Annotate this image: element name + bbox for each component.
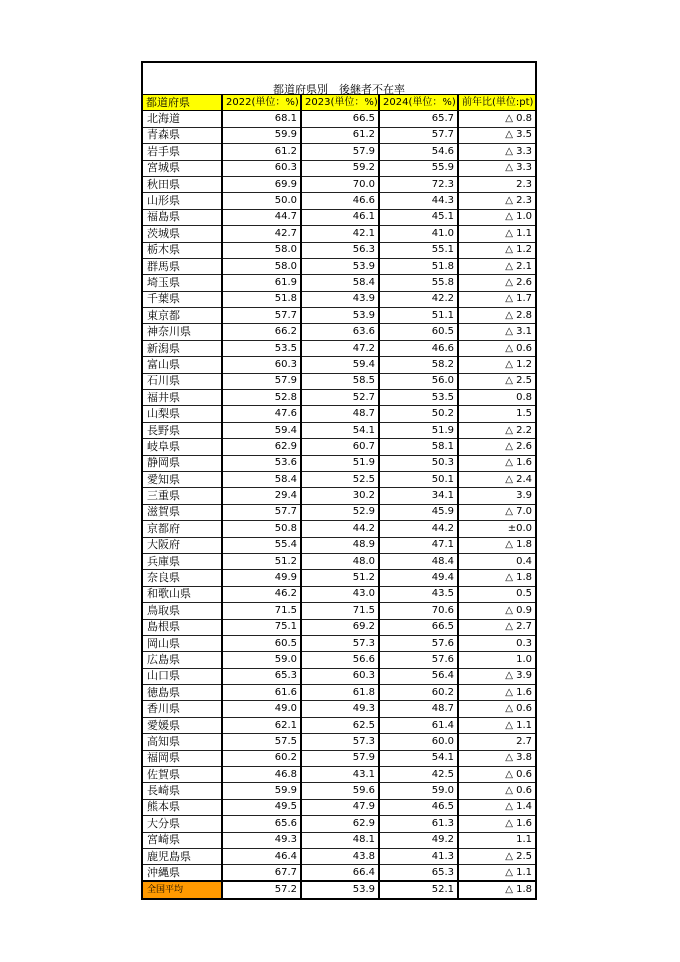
cell-rate-2023: 47.9 <box>301 799 379 815</box>
cell-prefecture: 鹿児島県 <box>143 848 222 864</box>
cell-rate-2023: 60.3 <box>301 668 379 684</box>
table-row <box>143 275 535 291</box>
cell-yoy-change: △ 1.6 <box>458 455 535 471</box>
cell-rate-2022: 60.5 <box>222 635 301 651</box>
cell-rate-2022: 59.4 <box>222 422 301 438</box>
table-row <box>143 865 535 881</box>
cell-prefecture: 沖縄県 <box>143 865 222 881</box>
cell-rate-2023: 59.6 <box>301 783 379 799</box>
cell-prefecture: 茨城県 <box>143 226 222 242</box>
cell-rate-2022: 60.2 <box>222 750 301 766</box>
cell-prefecture: 大阪府 <box>143 537 222 553</box>
cell-rate-2024: 60.0 <box>379 734 458 750</box>
cell-rate-2024: 43.5 <box>379 586 458 602</box>
cell-prefecture: 山形県 <box>143 193 222 209</box>
cell-yoy-change: △ 7.0 <box>458 504 535 520</box>
cell-prefecture: 福島県 <box>143 209 222 225</box>
cell-yoy-change: △ 3.1 <box>458 324 535 340</box>
table-row <box>143 242 535 258</box>
cell-rate-2023: 48.1 <box>301 832 379 848</box>
cell-rate-2024: 45.9 <box>379 504 458 520</box>
cell-rate-2023: 58.4 <box>301 275 379 291</box>
cell-rate-2024: 57.6 <box>379 635 458 651</box>
cell-rate-2024: 50.2 <box>379 406 458 422</box>
cell-rate-2024: 44.3 <box>379 193 458 209</box>
cell-yoy-change: △ 2.5 <box>458 848 535 864</box>
table-row <box>143 750 535 766</box>
cell-rate-2022: 58.0 <box>222 258 301 274</box>
cell-rate-2023: 57.3 <box>301 734 379 750</box>
cell-prefecture: 宮崎県 <box>143 832 222 848</box>
cell-rate-2022: 60.3 <box>222 160 301 176</box>
cell-prefecture: 佐賀県 <box>143 767 222 783</box>
cell-yoy-change: △ 2.2 <box>458 422 535 438</box>
table-row <box>143 406 535 422</box>
cell-rate-2023: 52.9 <box>301 504 379 520</box>
cell-yoy-change: △ 0.6 <box>458 340 535 356</box>
cell-rate-2024: 57.7 <box>379 127 458 143</box>
cell-rate-2022: 47.6 <box>222 406 301 422</box>
cell-rate-2023: 47.2 <box>301 340 379 356</box>
cell-rate-2022: 65.3 <box>222 668 301 684</box>
cell-rate-2024: 58.1 <box>379 439 458 455</box>
cell-yoy-change: 3.9 <box>458 488 535 504</box>
cell-yoy-change: △ 1.7 <box>458 291 535 307</box>
cell-yoy-change: △ 2.4 <box>458 471 535 487</box>
cell-rate-2022: 61.2 <box>222 144 301 160</box>
cell-yoy-change: △ 3.3 <box>458 144 535 160</box>
cell-rate-2024: 50.1 <box>379 471 458 487</box>
cell-rate-2022: 50.8 <box>222 521 301 537</box>
cell-rate-2022: 52.8 <box>222 390 301 406</box>
cell-yoy-change: △ 0.8 <box>458 111 535 127</box>
cell-rate-2023: 43.0 <box>301 586 379 602</box>
cell-prefecture: 京都府 <box>143 521 222 537</box>
cell-prefecture: 新潟県 <box>143 340 222 356</box>
cell-prefecture: 兵庫県 <box>143 553 222 569</box>
cell-rate-2024: 72.3 <box>379 176 458 192</box>
table-row <box>143 668 535 684</box>
cell-prefecture: 東京都 <box>143 308 222 324</box>
cell-prefecture: 岐阜県 <box>143 439 222 455</box>
cell-rate-2022: 46.8 <box>222 767 301 783</box>
cell-rate-2023: 49.3 <box>301 701 379 717</box>
table-row <box>143 553 535 569</box>
cell-prefecture: 長崎県 <box>143 783 222 799</box>
cell-prefecture: 山梨県 <box>143 406 222 422</box>
cell-rate-2024: 46.5 <box>379 799 458 815</box>
cell-yoy-change: △ 3.9 <box>458 668 535 684</box>
cell-yoy-change: △ 1.1 <box>458 717 535 733</box>
cell-rate-2022: 46.2 <box>222 586 301 602</box>
cell-prefecture: 宮城県 <box>143 160 222 176</box>
cell-prefecture: 岩手県 <box>143 144 222 160</box>
cell-yoy-change: 0.3 <box>458 635 535 651</box>
cell-rate-2024: 51.8 <box>379 258 458 274</box>
table-row <box>143 799 535 815</box>
cell-rate-2022: 57.9 <box>222 373 301 389</box>
cell-rate-2023: 57.3 <box>301 635 379 651</box>
cell-yoy-change: △ 0.9 <box>458 603 535 619</box>
cell-yoy-change: △ 2.6 <box>458 439 535 455</box>
table-row <box>143 439 535 455</box>
cell-rate-2024: 56.0 <box>379 373 458 389</box>
table-row <box>143 390 535 406</box>
cell-rate-2023: 52.7 <box>301 390 379 406</box>
table-row <box>143 586 535 602</box>
cell-prefecture: 石川県 <box>143 373 222 389</box>
cell-prefecture: 島根県 <box>143 619 222 635</box>
cell-yoy-change: 1.1 <box>458 832 535 848</box>
table-row <box>143 308 535 324</box>
table-row <box>143 160 535 176</box>
cell-yoy-change: 2.7 <box>458 734 535 750</box>
cell-rate-2023: 30.2 <box>301 488 379 504</box>
table-row <box>143 226 535 242</box>
cell-yoy-change: △ 2.1 <box>458 258 535 274</box>
cell-rate-2024: 65.7 <box>379 111 458 127</box>
cell-rate-2022: 62.1 <box>222 717 301 733</box>
cell-rate-2024: 34.1 <box>379 488 458 504</box>
table-row <box>143 324 535 340</box>
average-rate-2024: 52.1 <box>379 881 458 897</box>
cell-rate-2022: 65.6 <box>222 816 301 832</box>
cell-rate-2023: 51.9 <box>301 455 379 471</box>
cell-rate-2023: 66.5 <box>301 111 379 127</box>
cell-rate-2022: 55.4 <box>222 537 301 553</box>
cell-yoy-change: △ 2.5 <box>458 373 535 389</box>
table-row <box>143 570 535 586</box>
cell-rate-2024: 54.1 <box>379 750 458 766</box>
cell-rate-2022: 46.4 <box>222 848 301 864</box>
header-yoy-change: 前年比(単位:pt) <box>458 95 535 111</box>
cell-prefecture: 山口県 <box>143 668 222 684</box>
cell-rate-2024: 54.6 <box>379 144 458 160</box>
average-rate-2023: 53.9 <box>301 881 379 897</box>
table-row <box>143 471 535 487</box>
cell-rate-2022: 53.6 <box>222 455 301 471</box>
cell-rate-2024: 49.2 <box>379 832 458 848</box>
header-2024: 2024(単位：%) <box>379 95 458 111</box>
cell-prefecture: 広島県 <box>143 652 222 668</box>
cell-rate-2023: 48.9 <box>301 537 379 553</box>
cell-yoy-change: △ 1.8 <box>458 570 535 586</box>
cell-yoy-change: 1.5 <box>458 406 535 422</box>
cell-rate-2022: 71.5 <box>222 603 301 619</box>
cell-rate-2024: 41.0 <box>379 226 458 242</box>
cell-rate-2023: 62.5 <box>301 717 379 733</box>
table-row <box>143 717 535 733</box>
cell-rate-2023: 43.8 <box>301 848 379 864</box>
cell-rate-2022: 59.9 <box>222 783 301 799</box>
cell-rate-2022: 42.7 <box>222 226 301 242</box>
average-rate-2022: 57.2 <box>222 881 301 897</box>
cell-yoy-change: △ 1.1 <box>458 226 535 242</box>
cell-prefecture: 和歌山県 <box>143 586 222 602</box>
cell-yoy-change: △ 1.1 <box>458 865 535 881</box>
table-row <box>143 603 535 619</box>
cell-rate-2022: 44.7 <box>222 209 301 225</box>
cell-rate-2023: 62.9 <box>301 816 379 832</box>
cell-rate-2024: 50.3 <box>379 455 458 471</box>
table-row <box>143 767 535 783</box>
cell-rate-2023: 58.5 <box>301 373 379 389</box>
cell-yoy-change: △ 2.7 <box>458 619 535 635</box>
cell-prefecture: 高知県 <box>143 734 222 750</box>
cell-prefecture: 栃木県 <box>143 242 222 258</box>
table-row <box>143 291 535 307</box>
table-row <box>143 848 535 864</box>
cell-rate-2023: 60.7 <box>301 439 379 455</box>
cell-yoy-change: 1.0 <box>458 652 535 668</box>
cell-rate-2024: 61.4 <box>379 717 458 733</box>
cell-prefecture: 三重県 <box>143 488 222 504</box>
cell-yoy-change: △ 0.6 <box>458 783 535 799</box>
cell-rate-2024: 60.5 <box>379 324 458 340</box>
cell-rate-2024: 49.4 <box>379 570 458 586</box>
table-row <box>143 144 535 160</box>
table-row <box>143 422 535 438</box>
cell-rate-2024: 48.7 <box>379 701 458 717</box>
cell-rate-2024: 65.3 <box>379 865 458 881</box>
cell-rate-2023: 63.6 <box>301 324 379 340</box>
cell-rate-2024: 41.3 <box>379 848 458 864</box>
cell-yoy-change: ±0.0 <box>458 521 535 537</box>
cell-rate-2024: 51.1 <box>379 308 458 324</box>
cell-rate-2024: 60.2 <box>379 685 458 701</box>
cell-yoy-change: △ 1.0 <box>458 209 535 225</box>
cell-rate-2023: 51.2 <box>301 570 379 586</box>
cell-prefecture: 香川県 <box>143 701 222 717</box>
table-row <box>143 209 535 225</box>
cell-prefecture: 神奈川県 <box>143 324 222 340</box>
cell-rate-2024: 57.6 <box>379 652 458 668</box>
cell-prefecture: 長野県 <box>143 422 222 438</box>
header-2023: 2023(単位：%) <box>301 95 379 111</box>
table-row <box>143 111 535 127</box>
cell-yoy-change: △ 1.8 <box>458 537 535 553</box>
cell-prefecture: 北海道 <box>143 111 222 127</box>
cell-prefecture: 熊本県 <box>143 799 222 815</box>
data-table <box>143 94 535 898</box>
cell-rate-2023: 59.4 <box>301 357 379 373</box>
cell-yoy-change: 2.3 <box>458 176 535 192</box>
table-row <box>143 816 535 832</box>
cell-rate-2024: 59.0 <box>379 783 458 799</box>
cell-rate-2024: 51.9 <box>379 422 458 438</box>
table-body <box>143 111 535 898</box>
cell-yoy-change: 0.5 <box>458 586 535 602</box>
cell-rate-2022: 59.9 <box>222 127 301 143</box>
cell-prefecture: 群馬県 <box>143 258 222 274</box>
cell-rate-2022: 62.9 <box>222 439 301 455</box>
cell-rate-2023: 42.1 <box>301 226 379 242</box>
cell-rate-2023: 43.1 <box>301 767 379 783</box>
cell-rate-2023: 54.1 <box>301 422 379 438</box>
cell-yoy-change: △ 2.8 <box>458 308 535 324</box>
cell-rate-2023: 69.2 <box>301 619 379 635</box>
cell-yoy-change: △ 0.6 <box>458 701 535 717</box>
cell-rate-2024: 45.1 <box>379 209 458 225</box>
cell-prefecture: 静岡県 <box>143 455 222 471</box>
cell-yoy-change: △ 0.6 <box>458 767 535 783</box>
cell-rate-2022: 51.8 <box>222 291 301 307</box>
cell-rate-2022: 60.3 <box>222 357 301 373</box>
cell-rate-2022: 51.2 <box>222 553 301 569</box>
cell-prefecture: 岡山県 <box>143 635 222 651</box>
cell-rate-2023: 46.1 <box>301 209 379 225</box>
cell-rate-2024: 66.5 <box>379 619 458 635</box>
table-row <box>143 455 535 471</box>
table-row <box>143 127 535 143</box>
cell-rate-2024: 44.2 <box>379 521 458 537</box>
cell-rate-2024: 42.2 <box>379 291 458 307</box>
cell-rate-2022: 29.4 <box>222 488 301 504</box>
average-prefecture: 全国平均 <box>143 881 222 897</box>
table-row <box>143 340 535 356</box>
cell-rate-2024: 55.9 <box>379 160 458 176</box>
cell-yoy-change: △ 1.4 <box>458 799 535 815</box>
cell-rate-2024: 47.1 <box>379 537 458 553</box>
cell-rate-2023: 48.0 <box>301 553 379 569</box>
cell-yoy-change: △ 2.6 <box>458 275 535 291</box>
table-row <box>143 701 535 717</box>
cell-prefecture: 福井県 <box>143 390 222 406</box>
cell-rate-2022: 49.3 <box>222 832 301 848</box>
cell-rate-2022: 49.9 <box>222 570 301 586</box>
cell-prefecture: 滋賀県 <box>143 504 222 520</box>
cell-yoy-change: △ 3.5 <box>458 127 535 143</box>
cell-rate-2024: 61.3 <box>379 816 458 832</box>
cell-rate-2022: 57.7 <box>222 504 301 520</box>
table-row <box>143 176 535 192</box>
cell-rate-2022: 61.9 <box>222 275 301 291</box>
cell-yoy-change: △ 1.6 <box>458 685 535 701</box>
table-row <box>143 832 535 848</box>
table-row <box>143 488 535 504</box>
cell-rate-2022: 58.4 <box>222 471 301 487</box>
cell-yoy-change: 0.8 <box>458 390 535 406</box>
cell-rate-2022: 50.0 <box>222 193 301 209</box>
table-row <box>143 357 535 373</box>
table-row <box>143 504 535 520</box>
cell-rate-2024: 70.6 <box>379 603 458 619</box>
cell-yoy-change: △ 3.8 <box>458 750 535 766</box>
cell-rate-2023: 48.7 <box>301 406 379 422</box>
cell-rate-2023: 53.9 <box>301 258 379 274</box>
cell-rate-2022: 57.7 <box>222 308 301 324</box>
national-average-row <box>143 881 535 897</box>
cell-prefecture: 埼玉県 <box>143 275 222 291</box>
table-row <box>143 193 535 209</box>
cell-rate-2022: 49.0 <box>222 701 301 717</box>
cell-rate-2024: 53.5 <box>379 390 458 406</box>
cell-rate-2024: 55.8 <box>379 275 458 291</box>
cell-rate-2022: 75.1 <box>222 619 301 635</box>
cell-yoy-change: △ 2.3 <box>458 193 535 209</box>
table-title: 都道府県別 後継者不在率 <box>273 83 405 96</box>
cell-rate-2023: 44.2 <box>301 521 379 537</box>
cell-prefecture: 千葉県 <box>143 291 222 307</box>
table-row <box>143 373 535 389</box>
cell-prefecture: 秋田県 <box>143 176 222 192</box>
cell-prefecture: 愛媛県 <box>143 717 222 733</box>
cell-rate-2022: 49.5 <box>222 799 301 815</box>
cell-rate-2023: 71.5 <box>301 603 379 619</box>
table-row <box>143 258 535 274</box>
table-row <box>143 635 535 651</box>
average-yoy-change: △ 1.8 <box>458 881 535 897</box>
cell-yoy-change: 0.4 <box>458 553 535 569</box>
cell-rate-2024: 58.2 <box>379 357 458 373</box>
cell-rate-2024: 48.4 <box>379 553 458 569</box>
cell-yoy-change: △ 1.6 <box>458 816 535 832</box>
table-row <box>143 652 535 668</box>
cell-prefecture: 鳥取県 <box>143 603 222 619</box>
cell-rate-2022: 67.7 <box>222 865 301 881</box>
cell-yoy-change: △ 1.2 <box>458 357 535 373</box>
cell-prefecture: 奈良県 <box>143 570 222 586</box>
cell-rate-2023: 61.2 <box>301 127 379 143</box>
cell-rate-2023: 53.9 <box>301 308 379 324</box>
table-row <box>143 783 535 799</box>
cell-rate-2024: 55.1 <box>379 242 458 258</box>
table-row <box>143 734 535 750</box>
cell-rate-2023: 61.8 <box>301 685 379 701</box>
table-row <box>143 521 535 537</box>
cell-rate-2022: 53.5 <box>222 340 301 356</box>
cell-rate-2023: 57.9 <box>301 750 379 766</box>
cell-rate-2024: 46.6 <box>379 340 458 356</box>
header-prefecture: 都道府県 <box>143 95 222 111</box>
cell-prefecture: 徳島県 <box>143 685 222 701</box>
cell-rate-2023: 43.9 <box>301 291 379 307</box>
cell-rate-2022: 66.2 <box>222 324 301 340</box>
cell-rate-2022: 59.0 <box>222 652 301 668</box>
cell-rate-2023: 59.2 <box>301 160 379 176</box>
cell-yoy-change: △ 3.3 <box>458 160 535 176</box>
cell-rate-2023: 70.0 <box>301 176 379 192</box>
cell-rate-2024: 56.4 <box>379 668 458 684</box>
cell-rate-2023: 46.6 <box>301 193 379 209</box>
cell-rate-2023: 57.9 <box>301 144 379 160</box>
cell-rate-2022: 57.5 <box>222 734 301 750</box>
table-row <box>143 537 535 553</box>
cell-rate-2022: 68.1 <box>222 111 301 127</box>
title-row <box>143 63 535 94</box>
cell-yoy-change: △ 1.2 <box>458 242 535 258</box>
cell-rate-2022: 69.9 <box>222 176 301 192</box>
table-row <box>143 685 535 701</box>
cell-rate-2022: 61.6 <box>222 685 301 701</box>
cell-rate-2022: 58.0 <box>222 242 301 258</box>
cell-prefecture: 富山県 <box>143 357 222 373</box>
cell-prefecture: 青森県 <box>143 127 222 143</box>
cell-rate-2023: 66.4 <box>301 865 379 881</box>
table-row <box>143 619 535 635</box>
successor-absence-table-sheet <box>141 61 537 900</box>
cell-rate-2023: 52.5 <box>301 471 379 487</box>
cell-rate-2023: 56.3 <box>301 242 379 258</box>
cell-prefecture: 福岡県 <box>143 750 222 766</box>
cell-rate-2024: 42.5 <box>379 767 458 783</box>
cell-prefecture: 愛知県 <box>143 471 222 487</box>
header-2022: 2022(単位：%) <box>222 95 301 111</box>
cell-rate-2023: 56.6 <box>301 652 379 668</box>
cell-prefecture: 大分県 <box>143 816 222 832</box>
